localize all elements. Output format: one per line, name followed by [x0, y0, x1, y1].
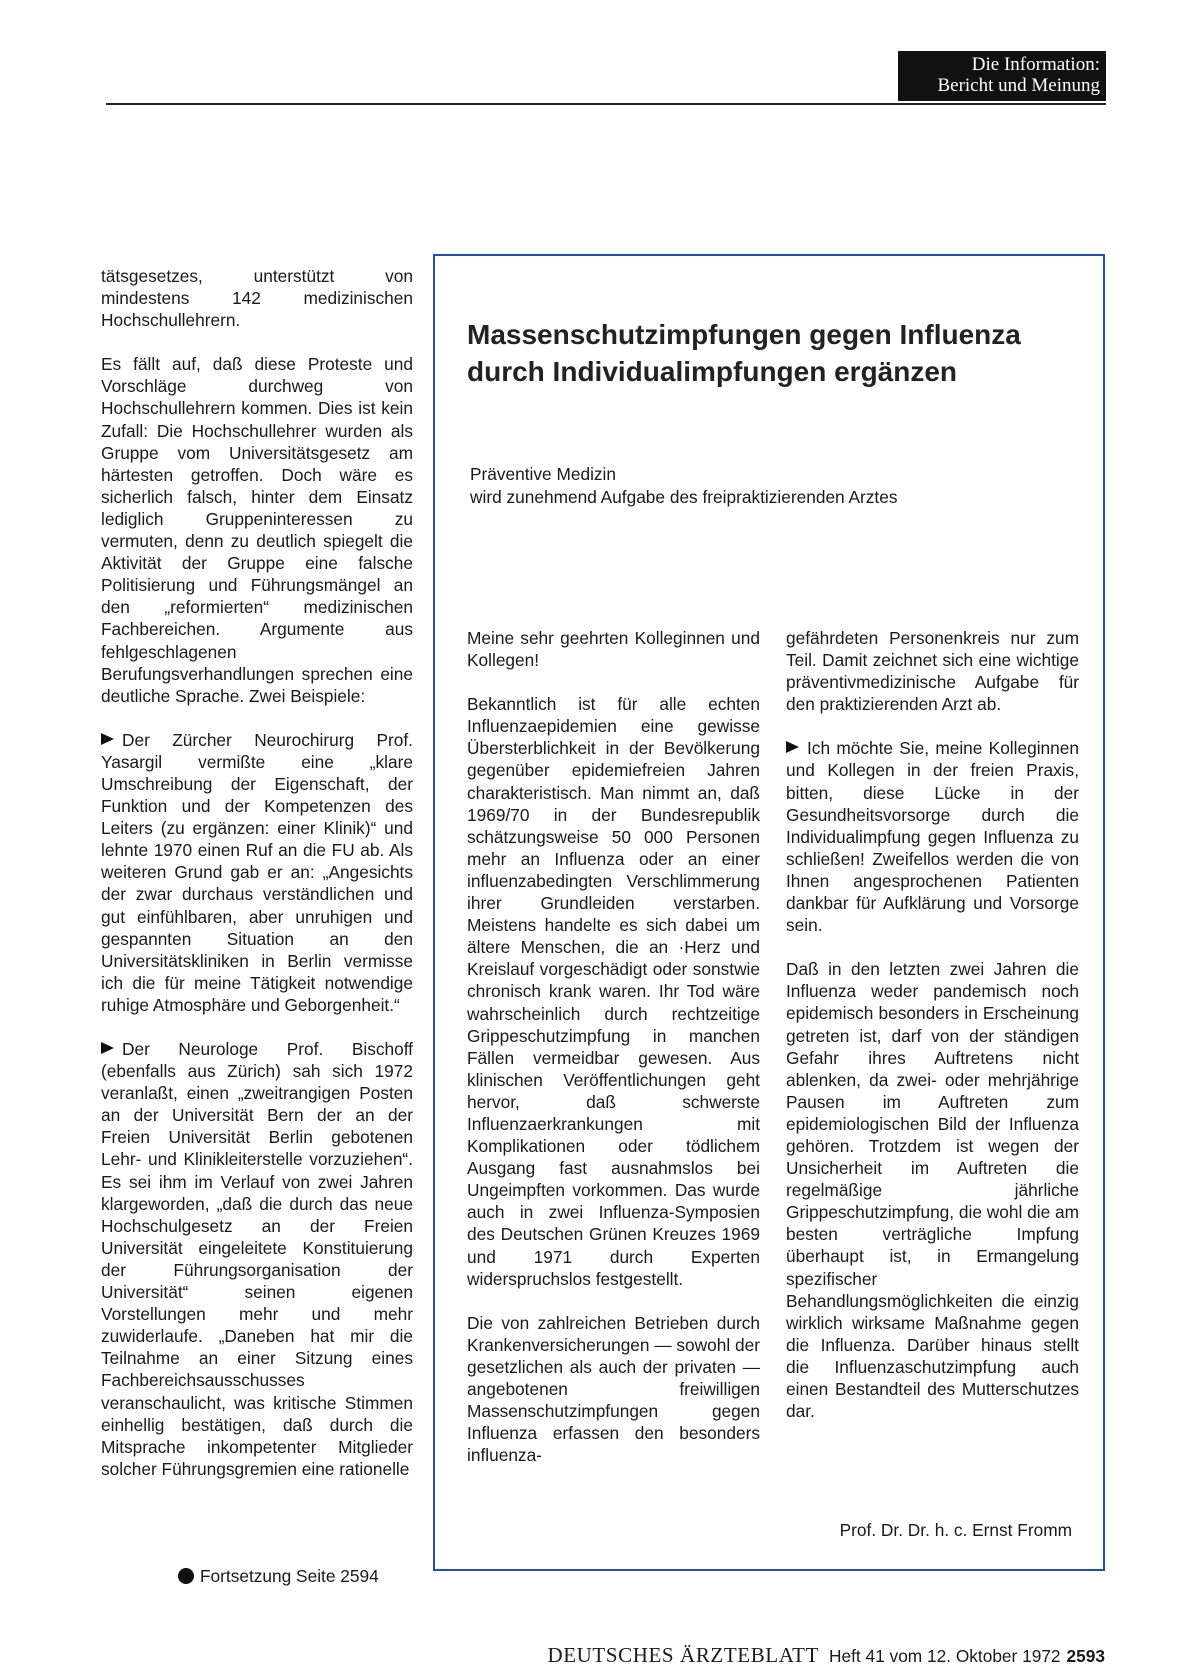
triangle-bullet-icon — [786, 741, 799, 753]
paragraph: Die von zahlreichen Betrieben durch Krankenversicherungen — sowohl der gesetzlichen als auch der privaten — angebotenen freiwilligen Massenschutzimpfungen gegen Influenza erfassen den besonders influenza- — [467, 1312, 760, 1466]
box-column-left — [467, 627, 760, 1466]
page-footer — [455, 1643, 1105, 1668]
section-label-line1: Die Information: — [971, 54, 1100, 75]
box-column-right — [786, 627, 1079, 1422]
paragraph: gefährdeten Personenkreis nur zum Teil. Damit zeichnet sich eine wichtige präventivmedizinische Aufgabe für den praktizierenden Arzt ab. — [786, 628, 1079, 715]
section-label-line2: Bericht und Meinung — [937, 75, 1100, 96]
section-label — [898, 51, 1106, 101]
issue-info: Heft 41 vom 12. Oktober 1972 — [829, 1646, 1061, 1666]
header-rule — [106, 103, 1106, 105]
bullet-paragraph: Der Neurologe Prof. Bischoff (ebenfalls aus Zürich) sah sich 1972 veranlaßt, einen „zweitrangigen Posten an der Universität Bern der an der Freien Universität Berlin gebotenen Lehr- und Klinikleiterstelle vorzuziehen“. Es sei ihm im Verlauf von zwei Jahren klargeworden, „daß die durch das neue Hochschulgesetz an der Freien Universität eingeleitete Konstituierung der Führungsorganisation der Universität“ seinen eigenen Vorstellungen mehr und mehr zuwiderlaufe. „Daneben hat mir die Teilnahme an einer Sitzung eines Fachbereichsausschusses veranschaulicht, was kritische Stimmen einhellig bestätigen, daß durch die Mitsprache inkompetenter Mitglieder solcher Führungsgremien eine rationelle — [101, 1039, 413, 1479]
journal-name: DEUTSCHES ÄRZTEBLATT — [547, 1643, 820, 1667]
filled-circle-icon — [178, 1568, 194, 1584]
paragraph: tätsgesetzes, unterstützt von mindestens 142 medizinischen Hochschullehrern. — [101, 266, 413, 331]
page-number: 2593 — [1066, 1646, 1105, 1666]
author-signature: Prof. Dr. Dr. h. c. Ernst Fromm — [839, 1520, 1072, 1540]
bullet-paragraph: Der Zürcher Neurochirurg Prof. Yasargil vermißte eine „klare Umschreibung der Eigenschaft, der Funktion und der Kompetenzen des Leiters (zu ergänzen: einer Klinik)“ und lehnte 1970 einen Ruf an die FU ab. Als weiteren Grund gab er an: „Angesichts der zwar durchaus verständlichen und gut einfühlbaren, aber unruhigen und gespannten Situation an den Universitätskliniken in Berlin vermisse ich die für meine Tätigkeit notwendige ruhige Atmosphäre und Geborgenheit.“ — [101, 729, 413, 1015]
paragraph: Bekanntlich ist für alle echten Influenzaepidemien eine gewisse Übersterblichkeit in der Bevölkerung gegenüber epidemiefreien Jahren charakteristisch. Man nimmt an, daß 1969/70 in der Bundesrepublik schätzungsweise 50 000 Personen mehr an Influenza oder an einer influenzabedingten Verschlimmerung ihrer Grundleiden verstarben. Meistens handelte es sich dabei um ältere Menschen, die an ·Herz und Kreislauf vorgeschädigt oder sonstwie chronisch krank waren. Ihr Tod wäre wahrscheinlich durch rechtzeitige Grippeschutzimpfung in manchen Fällen vermeidbar gewesen. Aus klinischen Veröffentlichungen geht hervor, daß schwerste Influenzaerkrankungen mit Komplikationen oder tödlichem Ausgang fast ausnahmslos bei Ungeimpften vorkommen. Das wurde auch in zwei Influenza-Symposien des Deutschen Grünen Kreuzes 1969 und 1971 durch Experten widerspruchslos festgestellt. — [467, 694, 760, 1289]
bullet-paragraph: Ich möchte Sie, meine Kolleginnen und Kollegen in der freien Praxis, bitten, diese Lücke in der Gesundheitsvorsorge durch die Individualimpfung gegen Influenza zu schließen! Zweifellos werden die von Ihnen angesprochenen Patienten dankbar für Aufklärung und Vorsorge sein. — [786, 738, 1079, 936]
paragraph: Es fällt auf, daß diese Proteste und Vorschläge durchweg von Hochschullehrern kommen. Dies ist kein Zufall: Die Hochschullehrer wurden als Gruppe vom Universitätsgesetz am härtesten getroffen. Doch wäre es sicherlich falsch, hinter dem Einsatz lediglich Gruppeninteressen zu vermuten, denn zu deutlich spiegelt die Aktivität der Gruppe eine falsche Politisierung und Führungsmängel an den „reformierten“ medizinischen Fachbereichen. Argumente aus fehlgeschlagenen Berufungsverhandlungen sprechen eine deutliche Sprache. Zwei Beispiele: — [101, 354, 413, 706]
paragraph: Daß in den letzten zwei Jahren die Influenza weder pandemisch noch epidemisch besonders in Erscheinung getreten ist, darf von der ständigen Gefahr ihres Auftretens nicht ablenken, da zwei- oder mehrjährige Pausen im Auftreten zum epidemiologischen Bild der Influenza gehören. Trotzdem ist wegen der Unsicherheit im Auftreten die regelmäßige jährliche Grippeschutzimpfung, die wohl die am besten verträgliche Impfung überhaupt ist, in Ermangelung spezifischer Behandlungsmöglichkeiten die einzig wirklich wirksame Maßnahme gegen die Influenza. Darüber hinaus stellt die Influenzaschutzimpfung auch einen Bestandteil des Mutterschutzes dar. — [786, 959, 1079, 1422]
article-title: Massenschutzimpfungen gegen Influenza durch Individualimpfungen ergänzen — [467, 319, 1021, 387]
paragraph: Meine sehr geehrten Kolleginnen und Kollegen! — [467, 628, 760, 671]
triangle-bullet-icon — [101, 1042, 114, 1054]
continuation-note: Fortsetzung Seite 2594 — [178, 1565, 379, 1587]
article-subtitle: Präventive Medizin wird zunehmend Aufgabe des freipraktizierenden Arztes — [470, 464, 898, 507]
triangle-bullet-icon — [101, 733, 114, 745]
left-column — [101, 265, 413, 1480]
